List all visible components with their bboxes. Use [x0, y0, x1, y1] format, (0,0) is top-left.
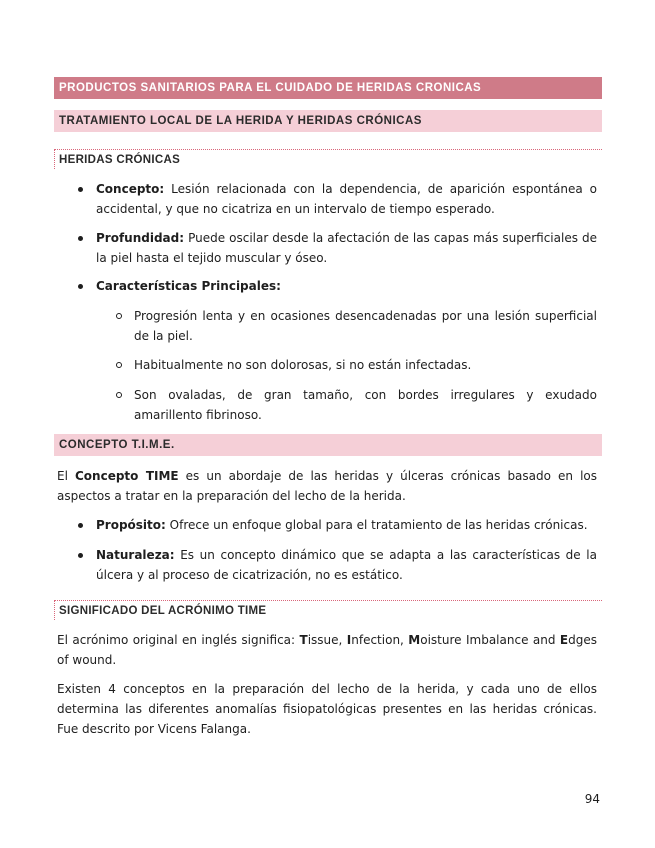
concepto-label: Concepto: — [96, 182, 165, 196]
heading-acronimo: SIGNIFICADO DEL ACRÓNIMO TIME — [54, 600, 602, 620]
bullet-proposito — [96, 515, 597, 535]
profundidad-label: Profundidad: — [96, 231, 185, 245]
chapter-banner: PRODUCTOS SANITARIOS PARA EL CUIDADO DE HERIDAS CRONICAS — [54, 77, 602, 99]
proposito-text: Ofrece un enfoque global para el tratamiento de las heridas crónicas. — [165, 518, 588, 532]
proposito-label: Propósito: — [96, 518, 166, 532]
concepto-text: Lesión relacionada con la dependencia, de aparición espontánea o accidental, y que no cicatriza en un intervalo de tiempo esperado. — [96, 182, 597, 216]
word-edges: dges of wound. — [57, 633, 597, 667]
time-intro-post: es un abordaje de las heridas y úlceras crónicas basado en los aspectos a tratar en la preparación del lecho de la herida. — [57, 469, 597, 503]
section-banner: TRATAMIENTO LOCAL DE LA HERIDA Y HERIDAS CRÓNICAS — [54, 110, 602, 132]
bullet-caracteristicas — [96, 276, 597, 296]
profundidad-text: Puede oscilar desde la afectación de las capas más superficiales de la piel hasta el tejido muscular y óseo. — [96, 231, 597, 265]
sub-item: Progresión lenta y en ocasiones desencadenadas por una lesión superficial de la piel. — [134, 306, 597, 346]
naturaleza-text: Es un concepto dinámico que se adapta a las características de la úlcera y al proceso de cicatrización, no es estático. — [96, 548, 597, 582]
letter-e: E — [559, 633, 569, 647]
acronimo-pre: El acrónimo original en inglés significa: — [57, 633, 300, 647]
letter-i: I — [346, 633, 352, 647]
time-intro-paragraph — [57, 466, 597, 506]
acronimo-paragraph-1 — [57, 630, 597, 670]
word-infection: nfection, — [351, 633, 409, 647]
acronimo-paragraph-2: Existen 4 conceptos en la preparación del lecho de la herida, y cada uno de ellos determina las diferentes anomalías fisiopatológicas presentes en las heridas crónicas. Fue descrito por Vicens Falanga. — [57, 682, 597, 736]
sub-item: Son ovaladas, de gran tamaño, con bordes irregulares y exudado amarillento fibrinoso. — [134, 385, 597, 425]
word-tissue: issue, — [307, 633, 347, 647]
bullet-profundidad — [96, 228, 597, 268]
letter-m: M — [408, 633, 421, 647]
word-moisture: oisture Imbalance and — [420, 633, 560, 647]
time-intro-pre: El — [57, 469, 75, 483]
naturaleza-label: Naturaleza: — [96, 548, 175, 562]
caracteristicas-label: Características Principales: — [96, 279, 281, 293]
bullet-concepto — [96, 179, 597, 219]
sub-item: Habitualmente no son dolorosas, si no están infectadas. — [134, 355, 597, 375]
concepto-time-banner: CONCEPTO T.I.M.E. — [54, 434, 602, 456]
page-number: 94 — [584, 792, 600, 806]
time-intro-bold: Concepto TIME — [74, 469, 179, 483]
heading-heridas-cronicas: HERIDAS CRÓNICAS — [54, 149, 602, 169]
letter-t: T — [299, 633, 308, 647]
bullet-naturaleza — [96, 545, 597, 585]
